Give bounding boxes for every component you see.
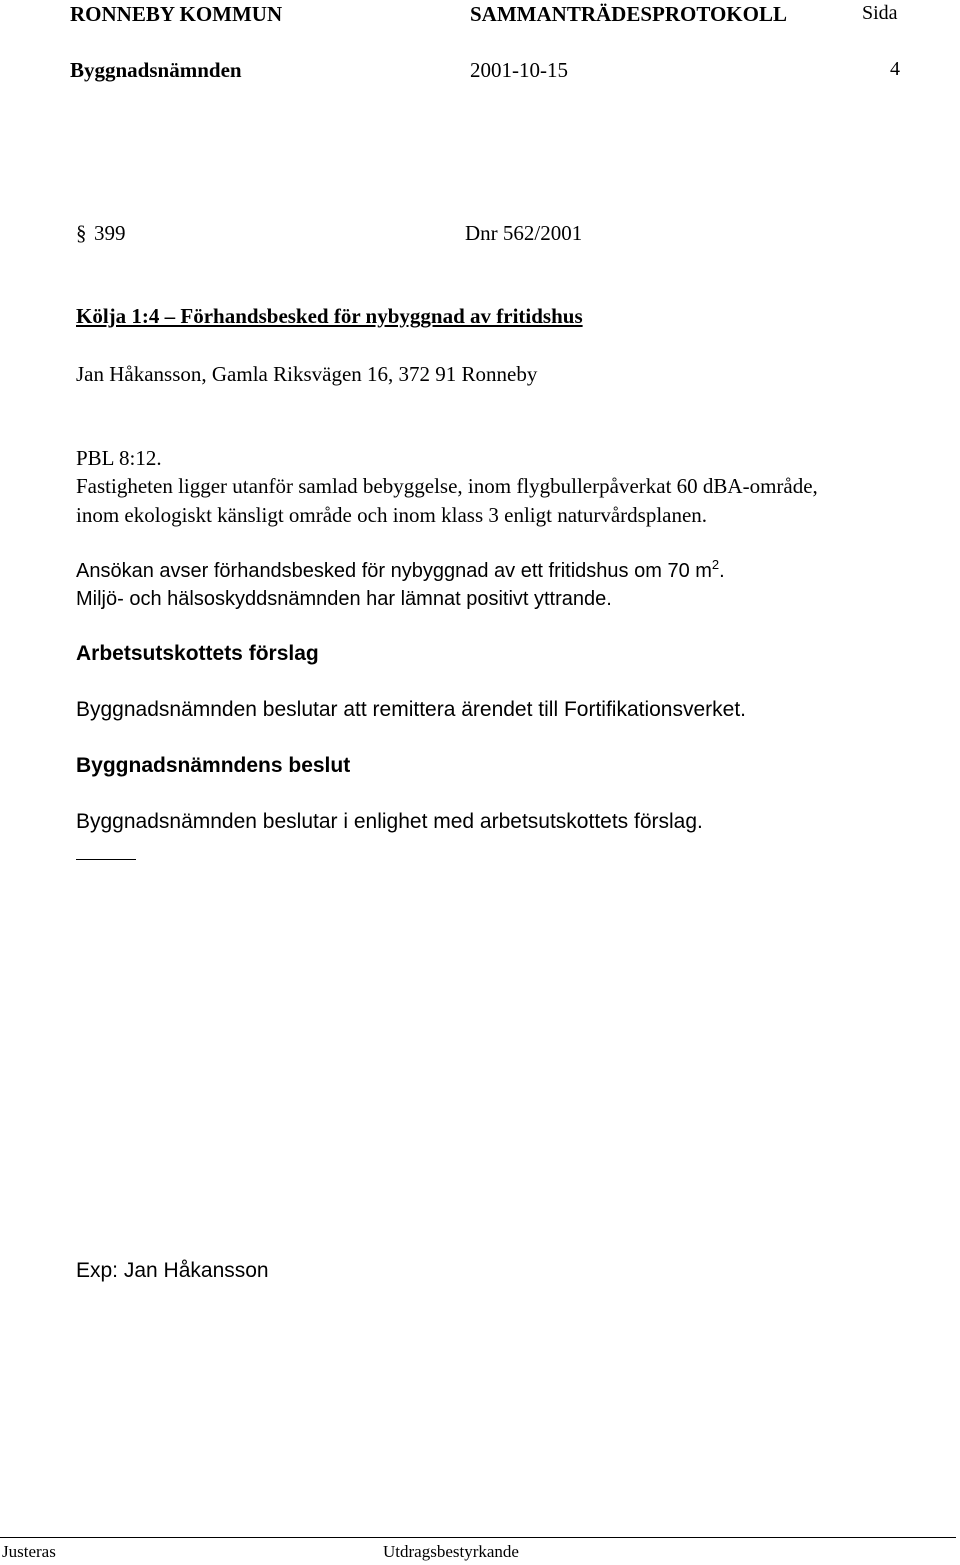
footer-rule: [0, 1537, 956, 1538]
case-title: Kölja 1:4 – Förhandsbesked för nybyggnad av fritidshus: [76, 304, 583, 328]
footer-justeras: Justeras: [2, 1542, 56, 1561]
meeting-date: 2001-10-15: [470, 58, 568, 82]
case-number: 399: [94, 221, 126, 245]
section-symbol-icon: §: [76, 221, 87, 245]
applicant: Jan Håkansson, Gamla Riksvägen 16, 372 91 Ronneby: [76, 362, 538, 386]
application-text: Ansökan avser förhandsbesked för nybyggnad av ett fritidshus om 70 m: [76, 560, 712, 582]
pbl-reference: PBL 8:12.: [76, 446, 162, 470]
description-line-2: inom ekologiskt känsligt område och inom klass 3 enligt naturvårdsplanen.: [76, 503, 708, 527]
page-number: 4: [890, 58, 900, 80]
page-label: Sida: [862, 2, 898, 24]
application-line: [76, 556, 725, 586]
case-dnr: Dnr 562/2001: [465, 221, 583, 245]
application-end: .: [719, 560, 725, 582]
committee-name: Byggnadsnämnden: [70, 58, 242, 82]
application-superscript: 2: [711, 557, 720, 572]
footer-utdragsbestyrkande: Utdragsbestyrkande: [383, 1542, 519, 1561]
municipality-name: RONNEBY KOMMUN: [70, 2, 283, 26]
decision-text: Byggnadsnämnden beslutar i enlighet med arbetsutskottets förslag.: [76, 810, 703, 833]
end-of-section-rule: [76, 859, 136, 860]
decision-heading: Byggnadsnämndens beslut: [76, 754, 351, 777]
environment-statement: Miljö- och hälsoskyddsnämnden har lämnat positivt yttrande.: [76, 588, 612, 610]
proposal-text: Byggnadsnämnden beslutar att remittera ärendet till Fortifikationsverket.: [76, 698, 747, 721]
document-type: SAMMANTRÄDESPROTOKOLL: [470, 2, 787, 26]
description-line-1: Fastigheten ligger utanför samlad bebyggelse, inom flygbullerpåverkat 60 dBA-område,: [76, 474, 818, 498]
proposal-heading: Arbetsutskottets förslag: [76, 642, 319, 665]
expedition: Exp: Jan Håkansson: [76, 1259, 269, 1282]
